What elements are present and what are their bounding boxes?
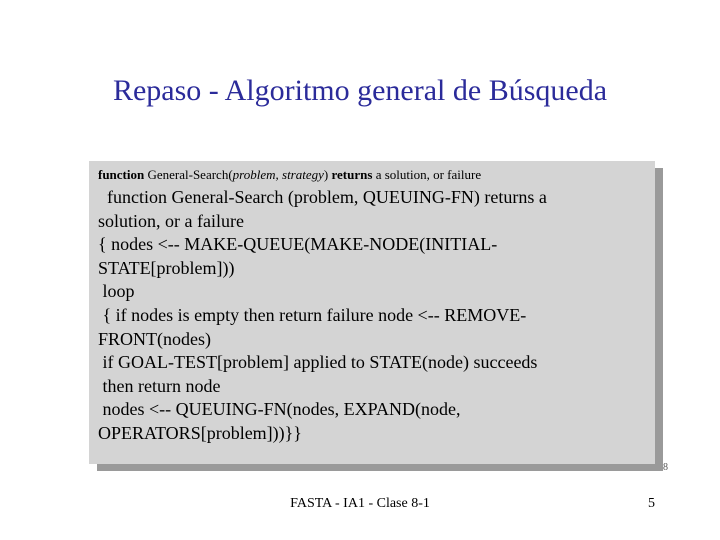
code-line: nodes <-- QUEUING-FN(nodes, EXPAND(node, <box>98 399 461 420</box>
return-description: a solution, or failure <box>372 167 482 182</box>
param-strategy: strategy <box>282 167 324 182</box>
slide-title: Repaso - Algoritmo general de Búsqueda <box>112 74 608 107</box>
function-signature <box>98 167 647 183</box>
code-line: loop <box>98 281 135 302</box>
pseudocode-box <box>89 161 655 464</box>
code-line: then return node <box>98 375 221 396</box>
paren-close: ) <box>323 167 332 182</box>
param-problem: problem, <box>232 167 279 182</box>
code-line: { if nodes is empty then return failure node <-- REMOVE- <box>98 304 527 325</box>
code-line: OPERATORS[problem]))}} <box>98 422 302 443</box>
keyword-function: function <box>98 167 145 182</box>
page-number: 5 <box>648 496 655 511</box>
code-line: STATE[problem])) <box>98 257 235 278</box>
code-line: function General-Search (problem, QUEUING-FN) returns a <box>98 187 547 207</box>
corner-slide-number: 8 <box>663 462 668 473</box>
code-line: solution, or a failure <box>98 210 244 231</box>
code-line: FRONT(nodes) <box>98 328 211 349</box>
keyword-returns: returns <box>331 167 373 182</box>
function-name: General-Search( <box>144 167 233 182</box>
footer-text: FASTA - IA1 - Clase 8-1 <box>290 496 430 511</box>
code-line: { nodes <-- MAKE-QUEUE(MAKE-NODE(INITIAL- <box>98 234 498 255</box>
code-line: if GOAL-TEST[problem] applied to STATE(node) succeeds <box>98 352 538 373</box>
